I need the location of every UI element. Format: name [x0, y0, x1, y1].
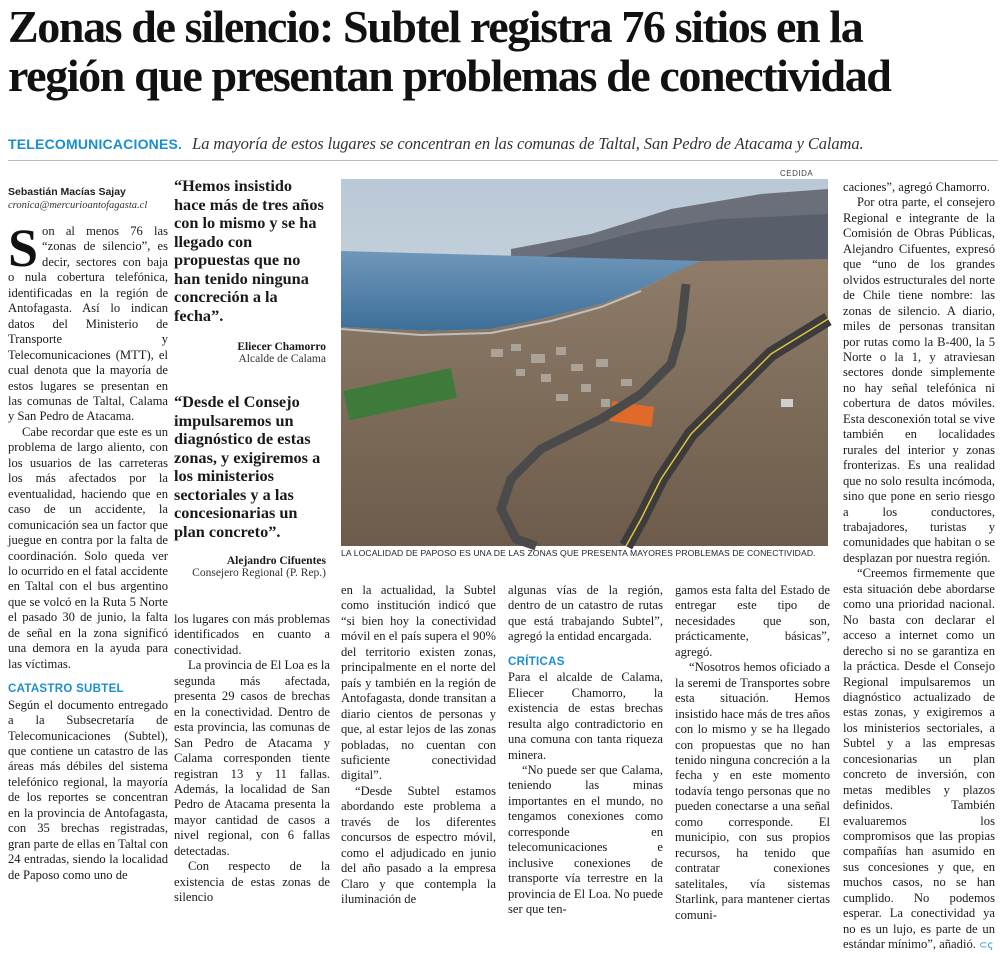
paragraph: gamos esta falta del Estado de entregar este tipo de necesidades que son, prácticamente, básicas”, agregó.: [675, 583, 830, 659]
pull-quote-2: [174, 393, 326, 579]
photo-caption: LA LOCALIDAD DE PAPOSO ES UNA DE LAS ZONAS QUE PRESENTA MAYORES PROBLEMAS DE CONECTIVIDAD.: [341, 548, 816, 558]
paragraph: Para el alcalde de Calama, Eliecer Chamorro, la existencia de estas brechas resulta algo contradictorio en una comuna con tanta riqueza minera.: [508, 670, 663, 762]
paragraph: Son al menos 76 las “zonas de silencio”, es decir, sectores con baja o nula cobertura telefónica, identificadas en la región de Antofagasta. Así lo indican datos del Ministerio de Transporte y Telecomunicaciones (MTT), el cual denota que la mayoría de estos lugares se presentan en las comunas de Taltal, Calama y San Pedro de Atacama.: [8, 218, 168, 424]
headline: [8, 2, 998, 100]
column-2: [174, 612, 330, 905]
byline-email: cronica@mercurioantofagasta.cl: [8, 200, 148, 211]
pull-quote-text: “Hemos insistido hace más de tres años con lo mismo y se ha llegado con propuestas que no han tenido ninguna concreción a la fecha”.: [174, 176, 324, 325]
deck: La mayoría de estos lugares se concentran en las comunas de Taltal, San Pedro de Atacama y Calama.: [192, 134, 864, 153]
divider: [8, 160, 998, 161]
pull-quote-role: Consejero Regional (P. Rep.): [192, 567, 326, 579]
headline-line-2: región que presentan problemas de conectividad: [8, 50, 891, 101]
paragraph: Por otra parte, el consejero Regional e integrante de la Comisión de Obras Públicas, Alejandro Cifuentes, expresó que “uno de los grandes olvidos estructurales del norte de Chile tiene nombre: las zonas de silencio. A diario, miles de personas transitan por rutas como la B-400, la 5 Norte o la 1, y atraviesan sectores donde simplemente no hay señal telefónica ni cobertura de datos móviles. Esta desconexión total se vive también en localidades rurales del interior y zonas fronterizas. Es una realidad que no solo resulta incómoda, sino que pone en serio riesgo a los conductores, trabajadores, turistas y comunidades que habitan o se desplazan por nuestra región.: [843, 195, 995, 565]
paragraph: La provincia de El Loa es la segunda más afectada, presenta 29 casos de brechas en la conectividad. Dentro de esta provincia, las comunas de San Pedro de Atacama y Calama corresponden tiente registran 13 y 11 fallas. Además, la localidad de San Pedro de Atacama presenta la mayor cantidad de casos a nivel regional, con 6 fallas detectadas.: [174, 658, 330, 858]
paragraph: algunas vías de la región, dentro de un catastro de rutas que está trabajando Subtel”, agregó la entidad encargada.: [508, 583, 663, 644]
byline-name: Sebastián Macías Sajay: [8, 186, 126, 198]
subhead-catastro: CATASTRO SUBTEL: [8, 683, 124, 696]
paragraph: “Nosotros hemos oficiado a la seremi de Transportes sobre esta situación. Hemos insistido hace más de tres años con lo mismo y se ha llegado con propuestas que no han tenido ninguna concreción a la fecha y en este momento todavía tengo personas que no pueden conectarse a una señal como corresponde. El municipio, con sus propios recursos, ha tenido que contratar conexiones satelitales, vía sistemas Starlink, para mantener ciertas comuni-: [675, 660, 830, 922]
pull-quote-name: Eliecer Chamorro: [237, 341, 326, 353]
paragraph: los lugares con más problemas identificados en cuanto a conectividad.: [174, 612, 330, 657]
aerial-photo-illustration: [341, 179, 828, 546]
column-4: [508, 583, 663, 917]
photo-paposo: [341, 179, 828, 546]
pull-quote-text: “Desde el Consejo impulsaremos un diagnóstico de estas zonas, y exigiremos a los ministerios sectoriales y a las concesionarias un plan concreto”.: [174, 392, 321, 541]
end-mark-icon: ⊂ς: [979, 940, 994, 952]
column-5: [675, 583, 830, 922]
section-kicker: TELECOMUNICACIONES.: [8, 136, 183, 152]
photo-credit: CEDIDA: [780, 169, 814, 178]
paragraph: Según el documento entregado a la Subsecretaría de Telecomunicaciones (Subtel), que contiene un catastro de las áreas más débiles del sistema telefónico regional, la mayoría de los reportes se concentran en la provincia de Antofagasta, con 35 brechas registradas, gran parte de ellas en Taltal con 24 entradas, siendo la localidad de Paposo como uno de: [8, 697, 168, 882]
kicker-row: [8, 134, 998, 156]
paragraph: “Creemos firmemente que esta situación debe abordarse como una prioridad nacional. No basta con declarar el acceso a internet como un derecho si no se garantiza en la práctica. Desde el Consejo Regional impulsaremos un diagnóstico actualizado de estas zonas, y exigiremos a los ministerios sectoriales, a Subtel y a las empresas concesionarias un plan concreto de inversión, con metas medibles y plazos definidos. También evaluaremos los compromisos que las propias compañías han asumido en sus concesiones y que, en muchos casos, no se han cumplido. No podemos esperar. La conectividad ya no es un lujo, es parte de un estándar mínimo”, añadió. ⊂ς: [843, 566, 995, 952]
column-6: [843, 180, 995, 952]
drop-cap: S: [8, 218, 39, 278]
paragraph: Con respecto de la existencia de estas zonas de silencio: [174, 859, 330, 905]
pull-quote-name: Alejandro Cifuentes: [226, 555, 326, 567]
paragraph: “Desde Subtel estamos abordando este problema a través de los diferentes concursos de espectro móvil, como el adjudicado en junio del año pasado a la empresa Claro y que contempla la iluminación de: [341, 783, 496, 907]
subhead-criticas: CRÍTICAS: [508, 655, 565, 668]
paragraph: Cabe recordar que este es un problema de largo aliento, con los usuarios de las carreteras los más afectados por la eventualidad, haciendo que en caso de un accidente, la comunicación sea un factor que juegue en contra por la falta de coordinación. Solo queda ver lo ocurrido en el fatal accidente en Taltal con el bus argentino que se volcó en la Ruta 5 Norte el pasado 30 de junio, la falta de señal en la zona significó una demora en la ayuda para las víctimas.: [8, 424, 168, 671]
headline-line-1: Zonas de silencio: Subtel registra 76 sitios en la: [8, 1, 863, 52]
pull-quote-role: Alcalde de Calama: [238, 353, 326, 365]
byline: [8, 186, 168, 212]
paragraph: “No puede ser que Calama, teniendo las minas importantes en el mundo, no tengamos conexiones como corresponde en telecomunicaciones e inclusive conexiones de transporte vía terrestre en la provincia de El Loa. No puede ser que ten-: [508, 762, 663, 917]
column-3: [341, 583, 496, 907]
pull-quote-1: [174, 177, 326, 365]
column-1: [8, 218, 168, 882]
paragraph: caciones”, agregó Chamorro.: [843, 180, 990, 194]
paragraph: en la actualidad, la Subtel como institución indicó que “si bien hoy la conectividad móvil en el país supera el 90% del territorio existen zonas, principalmente en el norte del país y también en la región de Antofagasta, donde transitan a diario cientos de personas y que, al estar lejos de las zonas pobladas, no cuentan con suficiente conectividad digital”.: [341, 583, 496, 783]
